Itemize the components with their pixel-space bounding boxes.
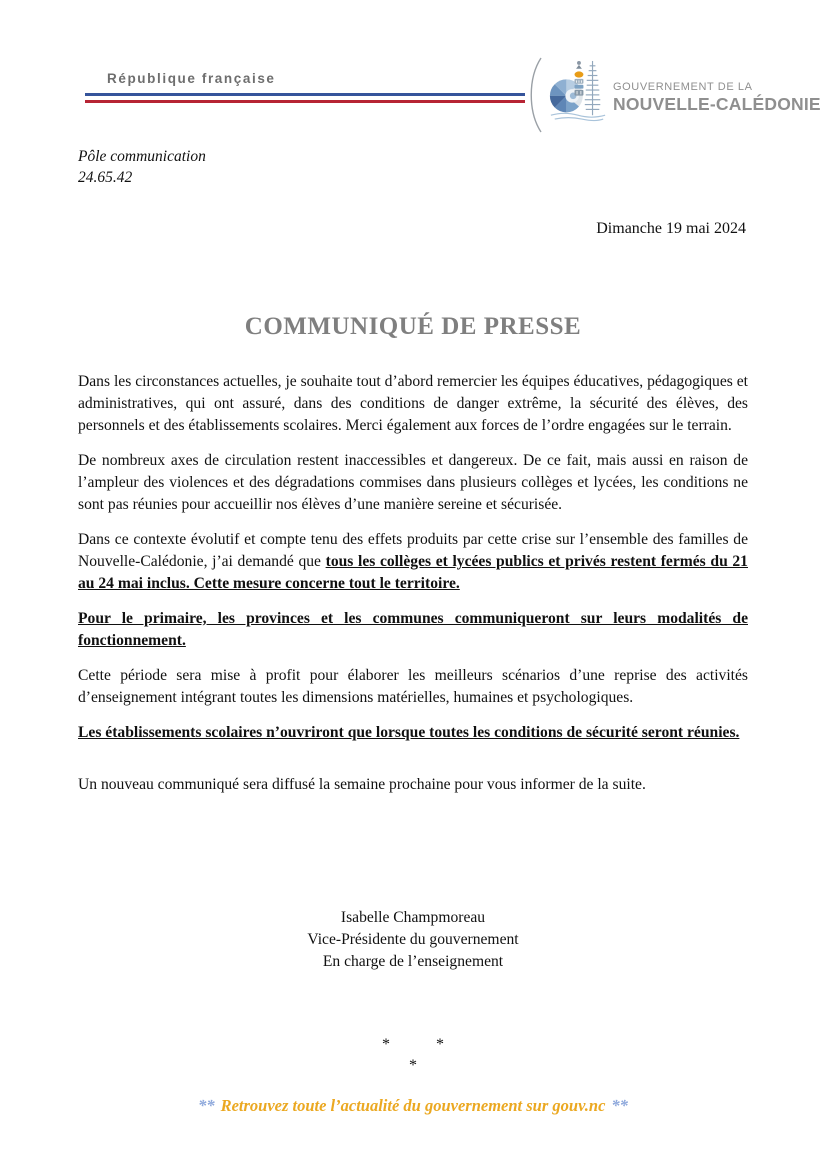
service-name: Pôle communication [78, 148, 206, 165]
pine-tree-shape [585, 61, 601, 115]
nouvelle-caledonie-emblem-icon [547, 56, 609, 126]
paragraph-6 [78, 722, 748, 744]
asterisk-separator [0, 1034, 826, 1076]
paragraph-1-text: Dans les circonstances actuelles, je souhaite tout d’abord remercier les équipes éducatives, pédagogiques et administratives, qui ont assuré, dans des conditions de danger extrême, la sécurité des élèves, des personnels et des établissements scolaires. Merci également aux forces de l’ordre engagées sur le terrain. [78, 373, 748, 434]
signature-role-2: En charge de l’enseignement [322, 953, 504, 970]
asterisk-row-1 [0, 1034, 826, 1055]
page-title: COMMUNIQUÉ DE PRESSE [244, 312, 582, 340]
asterisk-2: * [436, 1036, 444, 1053]
signature-name: Isabelle Champmoreau [340, 909, 486, 926]
gouvernement-line2: NOUVELLE-CALÉDONIE [613, 93, 821, 114]
logo-arc-icon [523, 56, 545, 134]
signature-block [0, 907, 826, 973]
paragraph-3 [78, 529, 748, 595]
footer-stars-right: ** [611, 1096, 628, 1115]
gouvernement-line1: GOUVERNEMENT DE LA [613, 81, 753, 93]
paragraph-7-text: Un nouveau communiqué sera diffusé la semaine prochaine pour vous informer de la suite. [78, 776, 646, 793]
paragraph-4-emphasis: Pour le primaire, les provinces et les communes communiqueront sur leurs modalités de fonctionnement. [78, 610, 748, 649]
paragraph-6-emphasis: Les établissements scolaires n’ouvriront que lorsque toutes les conditions de sécurité seront réunies. [78, 724, 740, 741]
ground-waves-shape [551, 113, 605, 120]
paragraph-1 [78, 371, 748, 437]
asterisk-3: * [409, 1057, 417, 1074]
paragraph-2 [78, 450, 748, 516]
tricolor-red-line [85, 100, 525, 103]
asterisk-row-2 [0, 1055, 826, 1076]
paragraph-5-text: Cette période sera mise à profit pour élaborer les meilleurs scénarios d’une reprise des activités d’enseignement intégrant toutes les dimensions matérielles, humaines et psychologiques. [78, 667, 748, 706]
phone-number: 24.65.42 [78, 169, 133, 186]
paragraph-3-emphasis: tous les collèges et lycées publics et privés restent fermés du 21 au 24 mai inclus. Cette mesure concerne tout le territoire. [78, 553, 748, 592]
asterisk-1: * [382, 1036, 390, 1053]
nautilus-shell-shape [550, 79, 583, 112]
footer-text: Retrouvez toute l’actualité du gouvernement sur gouv.nc [220, 1096, 606, 1115]
date-line: Dimanche 19 mai 2024 [596, 220, 746, 237]
body-text [78, 371, 748, 809]
republique-francaise-label: République française [107, 71, 276, 86]
paragraph-3-text: Dans ce contexte évolutif et compte tenu des effets produits par cette crise sur l’ensemble des familles de Nouvelle-Calédonie, j’ai demandé que [78, 531, 748, 570]
footer-tagline [0, 1096, 826, 1116]
tricolor-blue-line [85, 93, 525, 96]
totem-shape [575, 61, 584, 96]
paragraph-7 [78, 774, 748, 796]
paragraph-2-text: De nombreux axes de circulation restent inaccessibles et dangereux. De ce fait, mais aussi en raison de l’ampleur des violences et des dégradations commises dans plusieurs collèges et lycées, les conditions ne sont pas réunies pour accueillir nos élèves d’une manière sereine et sécurisée. [78, 452, 748, 513]
gouvernement-logo-text [613, 82, 821, 113]
signature-role-1: Vice-Présidente du gouvernement [307, 931, 519, 948]
contact-block [78, 146, 206, 188]
paragraph-5 [78, 665, 748, 709]
paragraph-4 [78, 608, 748, 652]
footer-stars-left: ** [198, 1096, 215, 1115]
